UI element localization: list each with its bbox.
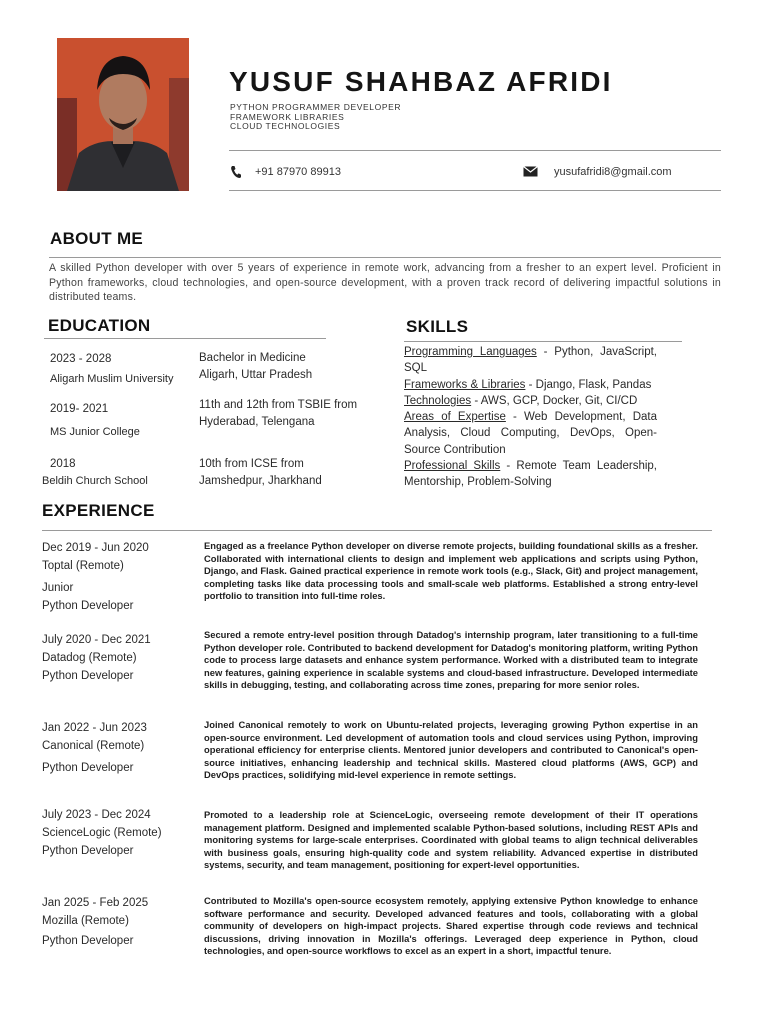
education-degree: 11th and 12th from TSBIE from — [199, 399, 358, 411]
experience-description: Promoted to a leadership role at ScienceLogic, overseeing remote development of their IT operations management platform. Designed and implemented scalable Python-based solutions, including REST APIs and monitoring systems for large-scale enterprises. Coordinated with global teams to align technical deliverables with business goals, ensuring high-quality code and system reliability. Advanced expertise in distributed systems, security, and team management, positioning for expert-level opportunities. — [204, 809, 698, 871]
envelope-icon — [523, 165, 538, 177]
education-years: 2023 - 2028 — [50, 353, 112, 365]
education-detail — [199, 350, 312, 383]
education-detail — [199, 397, 357, 430]
about-heading: ABOUT ME — [50, 229, 144, 248]
experience-description: Joined Canonical remotely to work on Ubuntu-related projects, leveraging growing Python expertise in an open-source environment. Led development of automation tools and cloud services using Python, improving operational efficiency for enterprise clients. Mentored junior developers and contributed to Canonical's open-source initiatives, enhancing leadership and technical skills. Mastered cloud platforms (AWS, GCP) and DevOps practices, solidifying mid-level experience in remote settings. — [204, 719, 698, 781]
education-item — [42, 456, 148, 489]
experience-role: Python Developer — [42, 670, 134, 682]
skill-key: Programming Languages — [404, 346, 537, 358]
experience-meta — [42, 539, 202, 615]
experience-role: Junior — [42, 582, 74, 594]
education-divider — [44, 338, 326, 339]
education-school: Aligarh Muslim University — [50, 372, 174, 385]
experience-company: ScienceLogic (Remote) — [42, 827, 162, 839]
experience-dates: July 2020 - Dec 2021 — [42, 634, 151, 646]
education-years: 2019- 2021 — [50, 403, 109, 415]
skill-value: - Django, Flask, Pandas — [525, 378, 652, 391]
education-degree: Bachelor in Medicine — [199, 352, 306, 364]
education-school: MS Junior College — [50, 425, 140, 438]
about-divider — [49, 257, 721, 258]
header-divider-top — [229, 150, 721, 151]
header-divider-bottom — [229, 190, 721, 191]
experience-company: Toptal (Remote) — [42, 560, 124, 572]
skills-list — [404, 344, 657, 491]
education-item — [50, 401, 140, 440]
education-heading: EDUCATION — [48, 316, 151, 335]
role-line: CLOUD TECHNOLOGIES — [230, 121, 341, 131]
experience-description: Contributed to Mozilla's open-source ecosystem remotely, applying extensive Python knowledge to enhance software performance and security. Developed advanced features and tools, collaborating with a global community of developers on high-impact projects. Shared expertise through code reviews and technical discussions, driving innovation in Mozilla's offerings. Leveraged deep experience in Python, cloud technologies, and open-source workflows to excel as an expert in a short, impactful tenure. — [204, 895, 698, 957]
education-detail — [199, 456, 322, 489]
role-line: FRAMEWORK LIBRARIES — [230, 111, 345, 122]
full-name: YUSUF SHAHBAZ AFRIDI — [229, 66, 613, 97]
education-degree: 10th from ICSE from — [199, 458, 304, 470]
skill-item — [404, 377, 657, 393]
skill-item — [404, 393, 657, 409]
skill-item — [404, 458, 657, 491]
experience-role: Python Developer — [42, 600, 134, 612]
experience-heading: EXPERIENCE — [42, 501, 155, 520]
role-list — [230, 103, 401, 132]
experience-meta — [42, 894, 202, 950]
education-place: Hyderabad, Telengana — [199, 415, 315, 428]
experience-dates: Dec 2019 - Jun 2020 — [42, 542, 149, 554]
experience-description: Secured a remote entry-level position through Datadog's internship program, later transitioning to a full-time Python developer role. Contributed to backend development for Datadog's monitoring platform, writing Python code to process large datasets and enhance system performance. Worked with a distributed team to integrate new features, gaining experience in scalable systems and cloud-based infrastructure. Developed intermediate skills in debugging, testing, and collaborating across time zones, preparing for more senior roles. — [204, 629, 698, 691]
education-school: Beldih Church School — [42, 474, 148, 487]
phone-icon — [230, 165, 242, 179]
experience-role: Python Developer — [42, 935, 134, 947]
experience-divider — [42, 530, 712, 531]
skill-value: - AWS, GCP, Docker, Git, CI/CD — [471, 394, 638, 407]
experience-role: Python Developer — [42, 762, 134, 774]
education-item — [50, 351, 173, 387]
skills-heading: SKILLS — [406, 317, 469, 336]
role-line: PYTHON PROGRAMMER DEVELOPER — [230, 102, 402, 112]
education-years: 2018 — [50, 458, 76, 470]
skill-item — [404, 344, 657, 377]
skill-value: - Remote Team Leadership, Mentorship, Problem-Solving — [404, 460, 657, 489]
experience-meta — [42, 631, 202, 685]
experience-dates: July 2023 - Dec 2024 — [42, 809, 151, 821]
experience-dates: Jan 2022 - Jun 2023 — [42, 722, 147, 734]
skills-divider — [404, 341, 682, 342]
education-place: Aligarh, Uttar Pradesh — [199, 368, 313, 381]
email-address[interactable]: yusufafridi8@gmail.com — [554, 166, 672, 178]
skill-key: Professional Skills — [404, 460, 501, 473]
experience-role: Python Developer — [42, 845, 134, 857]
skill-key: Technologies — [404, 394, 472, 407]
skill-key: Frameworks & Libraries — [404, 378, 526, 391]
phone-number[interactable]: +91 87970 89913 — [255, 166, 341, 178]
skill-value: - Web Development, Data Analysis, Cloud Computing, DevOps, Open-Source Contribution — [404, 411, 657, 456]
experience-meta — [42, 719, 202, 777]
skill-item — [404, 409, 657, 458]
experience-company: Canonical (Remote) — [42, 740, 145, 752]
experience-description: Engaged as a freelance Python developer on diverse remote projects, building foundational skills as a fresher. Collaborated with international clients to design and implement web applications and scripts using Python, Django, and Flask. Gained practical experience in remote work tools (e.g., Slack, Git) and project management, completing tasks like data processing tools and small-scale web platforms. Established a strong entry-level portfolio to transition into full-time roles. — [204, 540, 698, 602]
skill-key: Areas of Expertise — [404, 411, 506, 424]
portrait-illustration — [57, 38, 189, 191]
experience-company: Mozilla (Remote) — [42, 915, 129, 927]
education-place: Jamshedpur, Jharkhand — [199, 474, 322, 487]
experience-meta — [42, 806, 202, 860]
about-text: A skilled Python developer with over 5 years of experience in remote work, advancing from a fresher to an expert level. Proficient in Python frameworks, cloud technologies, and open-source development, with a proven track record of delivering impactful solutions in distributed teams. — [49, 262, 721, 303]
profile-photo — [57, 38, 189, 191]
skill-value: - Python, JavaScript, SQL — [404, 346, 657, 375]
experience-dates: Jan 2025 - Feb 2025 — [42, 897, 149, 909]
experience-company: Datadog (Remote) — [42, 652, 137, 664]
